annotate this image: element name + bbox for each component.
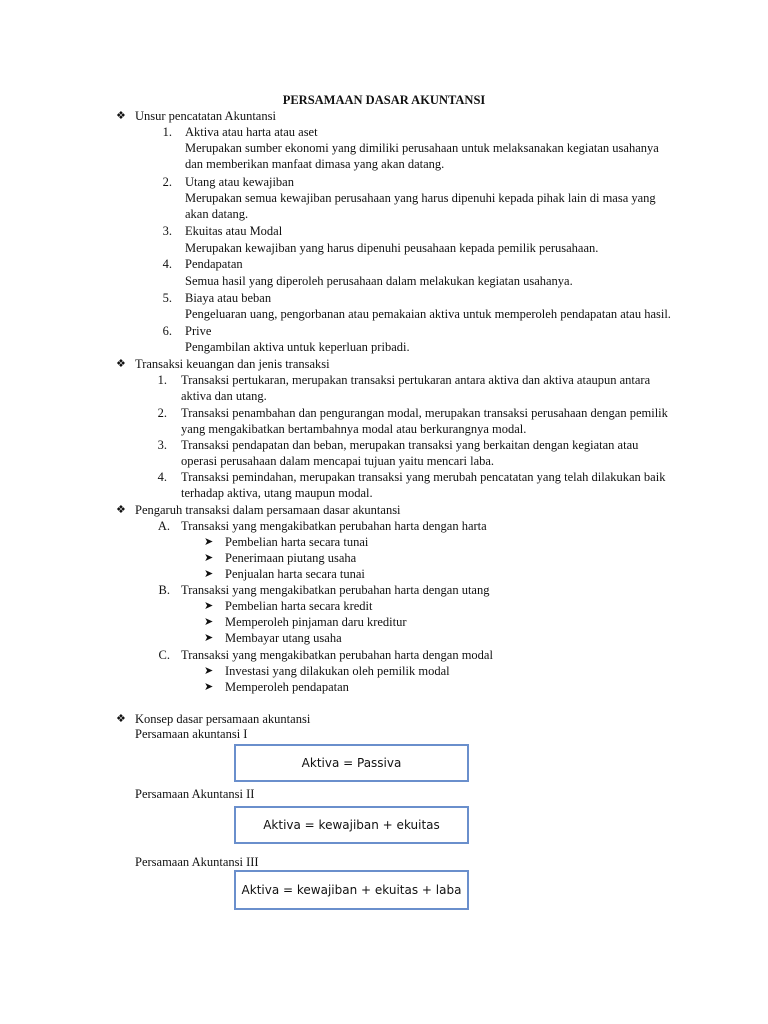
page-title: PERSAMAAN DASAR AKUNTANSI xyxy=(282,93,486,107)
sub-item: Membayar utang usaha xyxy=(225,631,342,645)
list-item-desc: Semua hasil yang diperoleh perusahaan dalam melakukan kegiatan usahanya. xyxy=(185,274,573,288)
sub-item: Investasi yang dilakukan oleh pemilik modal xyxy=(225,664,450,678)
list-item-text: Transaksi pertukaran, merupakan transaksi pertukaran antara aktiva dan aktiva ataupun antara xyxy=(181,373,651,387)
sub-item: Memperoleh pinjaman daru kreditur xyxy=(225,615,407,629)
list-item-label: Biaya atau beban xyxy=(185,291,272,305)
arrow-bullet-icon: ➤ xyxy=(204,616,214,628)
sub-item: Pembelian harta secara kredit xyxy=(225,599,373,613)
bullet-icon: ❖ xyxy=(116,110,126,122)
section-heading-pengaruh: Pengaruh transaksi dalam persamaan dasar akuntansi xyxy=(135,503,401,517)
list-number: 4. xyxy=(157,470,167,484)
list-number: 6. xyxy=(162,324,172,338)
arrow-bullet-icon: ➤ xyxy=(204,536,214,548)
list-item-label: Ekuitas atau Modal xyxy=(185,224,283,238)
list-number: 3. xyxy=(157,438,167,452)
list-item-text: Transaksi pemindahan, merupakan transaksi yang merubah pencatatan yang telah dilakukan baik xyxy=(181,470,666,484)
group-label: Transaksi yang mengakibatkan perubahan harta dengan modal xyxy=(181,648,493,662)
list-item-text: operasi perusahaan dalam mencapai tujuan yaitu mencari laba. xyxy=(181,454,495,468)
sub-item: Penerimaan piutang usaha xyxy=(225,551,357,565)
group-letter: C. xyxy=(158,648,170,662)
sub-item: Memperoleh pendapatan xyxy=(225,680,349,694)
list-item-desc: Merupakan semua kewajiban perusahaan yang harus dipenuhi kepada pihak lain di masa yang xyxy=(185,191,656,205)
equation-box xyxy=(234,870,469,910)
list-item-desc: Merupakan sumber ekonomi yang dimiliki perusahaan untuk melaksanakan kegiatan usahanya xyxy=(185,141,659,155)
list-item-desc: dan memberikan manfaat dimasa yang akan datang. xyxy=(185,157,445,171)
equation-formula: Aktiva = kewajiban + ekuitas xyxy=(263,818,440,832)
group-label: Transaksi yang mengakibatkan perubahan harta dengan utang xyxy=(181,583,490,597)
equation-box xyxy=(234,744,469,782)
equation-box xyxy=(234,806,469,844)
list-number: 4. xyxy=(162,257,172,271)
section-heading-transaksi: Transaksi keuangan dan jenis transaksi xyxy=(135,357,330,371)
equation-label: Persamaan Akuntansi III xyxy=(135,855,259,869)
sub-item: Penjualan harta secara tunai xyxy=(225,567,365,581)
arrow-bullet-icon: ➤ xyxy=(204,552,214,564)
equation-formula: Aktiva = Passiva xyxy=(301,756,402,770)
list-item-text: terhadap aktiva, utang maupun modal. xyxy=(181,486,373,500)
bullet-icon: ❖ xyxy=(116,358,126,370)
list-item-label: Utang atau kewajiban xyxy=(185,175,294,189)
list-item-text: yang mengakibatkan bertambahnya modal atau berkurangnya modal. xyxy=(181,422,527,436)
bullet-icon: ❖ xyxy=(116,713,126,725)
list-number: 2. xyxy=(157,406,167,420)
list-item-desc: akan datang. xyxy=(185,207,249,221)
equation-label: Persamaan akuntansi I xyxy=(135,727,248,741)
bullet-icon: ❖ xyxy=(116,504,126,516)
section-heading-konsep: Konsep dasar persamaan akuntansi xyxy=(135,712,311,726)
equation-formula: Aktiva = kewajiban + ekuitas + laba xyxy=(241,883,462,897)
list-item-text: Transaksi pendapatan dan beban, merupakan transaksi yang berkaitan dengan kegiatan atau xyxy=(181,438,639,452)
list-item-label: Prive xyxy=(185,324,212,338)
list-item-label: Pendapatan xyxy=(185,257,243,271)
section-heading-unsur: Unsur pencatatan Akuntansi xyxy=(135,109,276,123)
list-number: 1. xyxy=(162,125,172,139)
arrow-bullet-icon: ➤ xyxy=(204,600,214,612)
sub-item: Pembelian harta secara tunai xyxy=(225,535,369,549)
arrow-bullet-icon: ➤ xyxy=(204,568,214,580)
list-item-text: Transaksi penambahan dan pengurangan modal, merupakan transaksi perusahaan dengan pemilik xyxy=(181,406,668,420)
list-number: 5. xyxy=(162,291,172,305)
arrow-bullet-icon: ➤ xyxy=(204,632,214,644)
list-item-desc: Merupakan kewajiban yang harus dipenuhi peusahaan kepada pemilik perusahaan. xyxy=(185,241,599,255)
group-letter: B. xyxy=(158,583,170,597)
list-item-text: aktiva dan utang. xyxy=(181,389,267,403)
list-number: 3. xyxy=(162,224,172,238)
arrow-bullet-icon: ➤ xyxy=(204,665,214,677)
group-letter: A. xyxy=(157,519,170,533)
list-number: 2. xyxy=(162,175,172,189)
equation-label: Persamaan Akuntansi II xyxy=(135,787,255,801)
list-item-desc: Pengambilan aktiva untuk keperluan pribadi. xyxy=(185,340,410,354)
list-number: 1. xyxy=(157,373,167,387)
list-item-desc: Pengeluaran uang, pengorbanan atau pemakaian aktiva untuk memperoleh pendapatan atau hasil. xyxy=(185,307,671,321)
group-label: Transaksi yang mengakibatkan perubahan harta dengan harta xyxy=(181,519,487,533)
arrow-bullet-icon: ➤ xyxy=(204,681,214,693)
list-item-label: Aktiva atau harta atau aset xyxy=(185,125,318,139)
